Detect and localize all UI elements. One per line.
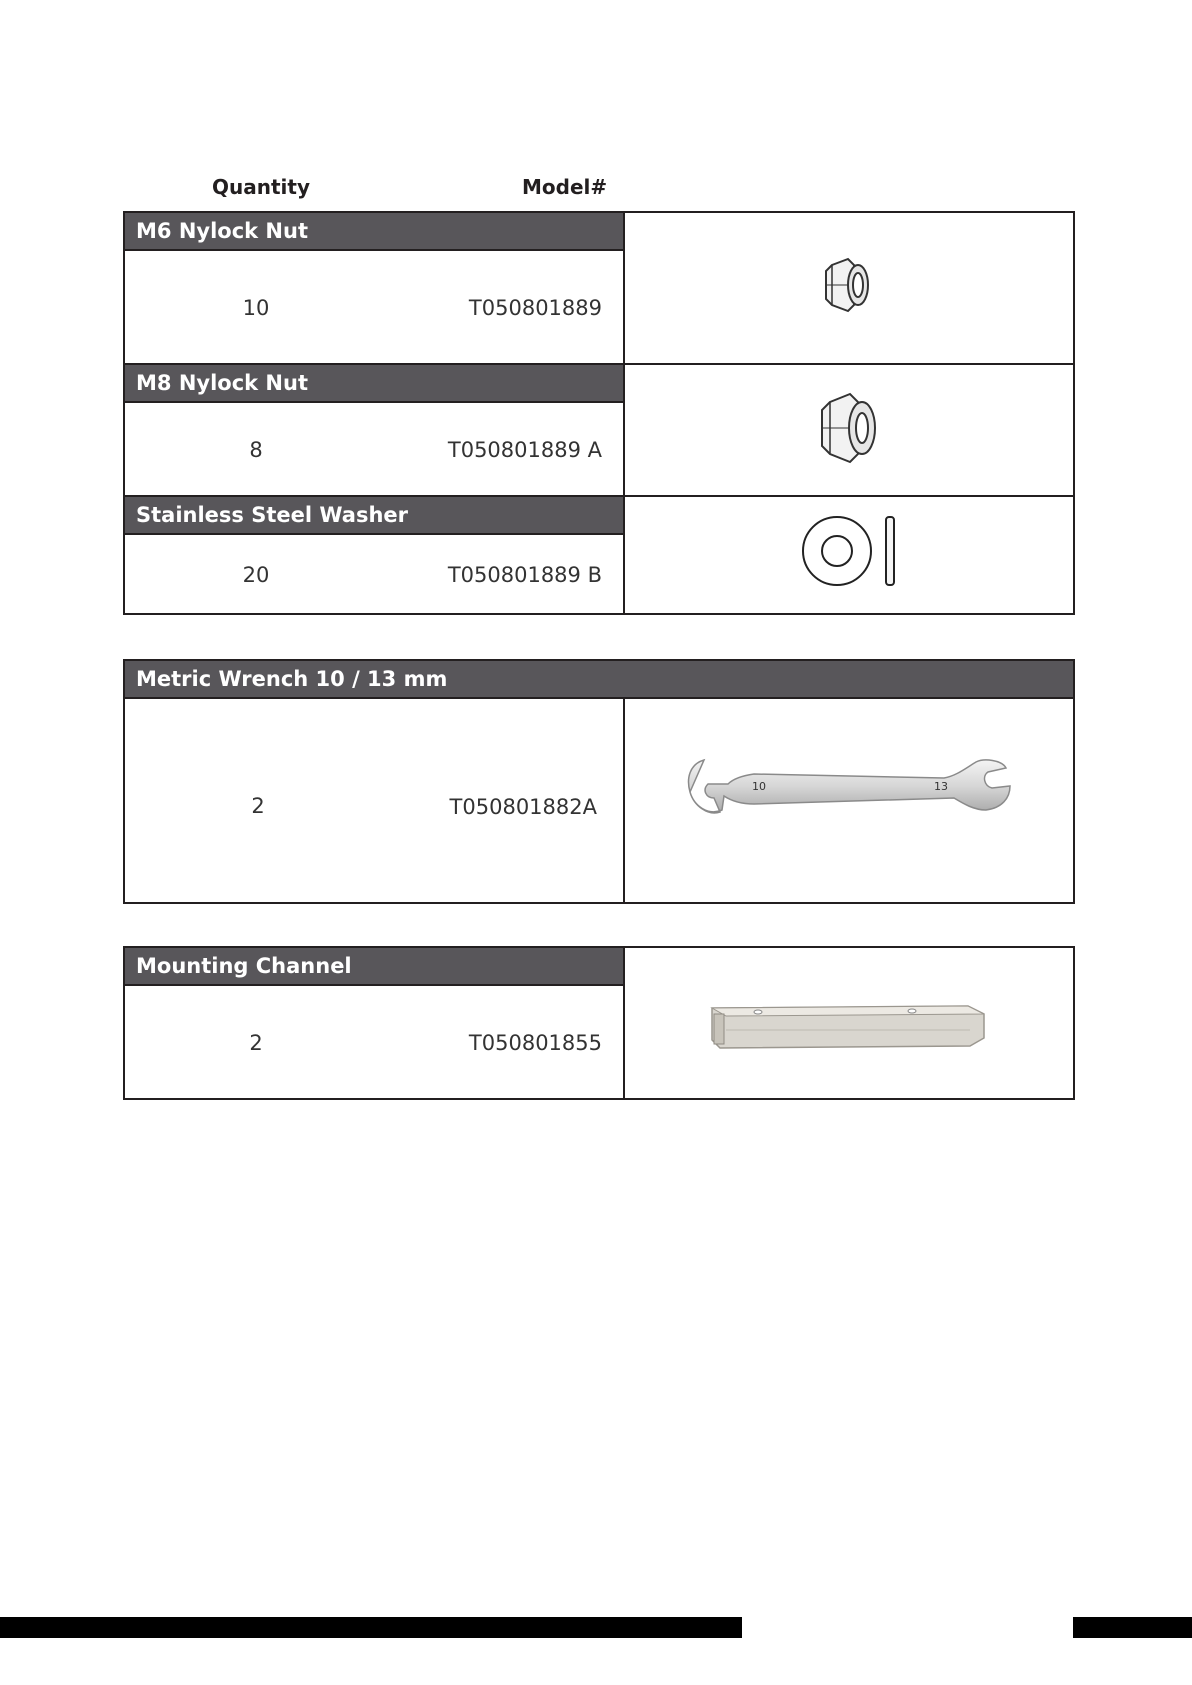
wrench-end-10-label: 10 bbox=[752, 780, 766, 793]
part-name-stainless-steel-washer: Stainless Steel Washer bbox=[125, 497, 623, 533]
footer-bar-right bbox=[1073, 1617, 1192, 1638]
header-underline bbox=[123, 401, 625, 403]
part-name-m8-nylock-nut: M8 Nylock Nut bbox=[125, 365, 623, 401]
part-name-m6-nylock-nut: M6 Nylock Nut bbox=[125, 213, 623, 249]
model-m6-nylock-nut: T050801889 bbox=[468, 296, 602, 320]
model-stainless-steel-washer: T050801889 B bbox=[447, 563, 602, 587]
table-divider bbox=[623, 946, 625, 1100]
wrench-end-13-label: 13 bbox=[934, 780, 948, 793]
stainless-steel-washer-image bbox=[802, 514, 908, 588]
quantity-m6-nylock-nut: 10 bbox=[242, 296, 270, 320]
part-name-mounting-channel: Mounting Channel bbox=[125, 948, 623, 984]
m8-nylock-nut-image bbox=[814, 390, 880, 466]
table-divider bbox=[623, 697, 625, 904]
quantity-stainless-steel-washer: 20 bbox=[242, 563, 270, 587]
header-underline bbox=[123, 984, 625, 986]
model-m8-nylock-nut: T050801889 A bbox=[447, 438, 602, 462]
model-metric-wrench: T050801882A bbox=[449, 795, 597, 819]
header-underline bbox=[123, 249, 625, 251]
m6-nylock-nut-image bbox=[818, 255, 874, 315]
table-divider bbox=[623, 211, 625, 615]
model-mounting-channel: T050801855 bbox=[468, 1031, 602, 1055]
hardware-table bbox=[123, 211, 1075, 615]
quantity-metric-wrench: 2 bbox=[251, 794, 265, 818]
model-column-header: Model# bbox=[522, 175, 608, 199]
quantity-m8-nylock-nut: 8 bbox=[249, 438, 263, 462]
part-name-metric-wrench: Metric Wrench 10 / 13 mm bbox=[125, 661, 1073, 697]
quantity-mounting-channel: 2 bbox=[249, 1031, 263, 1055]
mounting-channel-image bbox=[708, 1000, 988, 1054]
metric-wrench-image bbox=[684, 752, 1014, 824]
header-underline bbox=[123, 533, 625, 535]
quantity-column-header: Quantity bbox=[212, 175, 310, 199]
footer-bar-left bbox=[0, 1617, 742, 1638]
header-underline bbox=[123, 697, 1075, 699]
